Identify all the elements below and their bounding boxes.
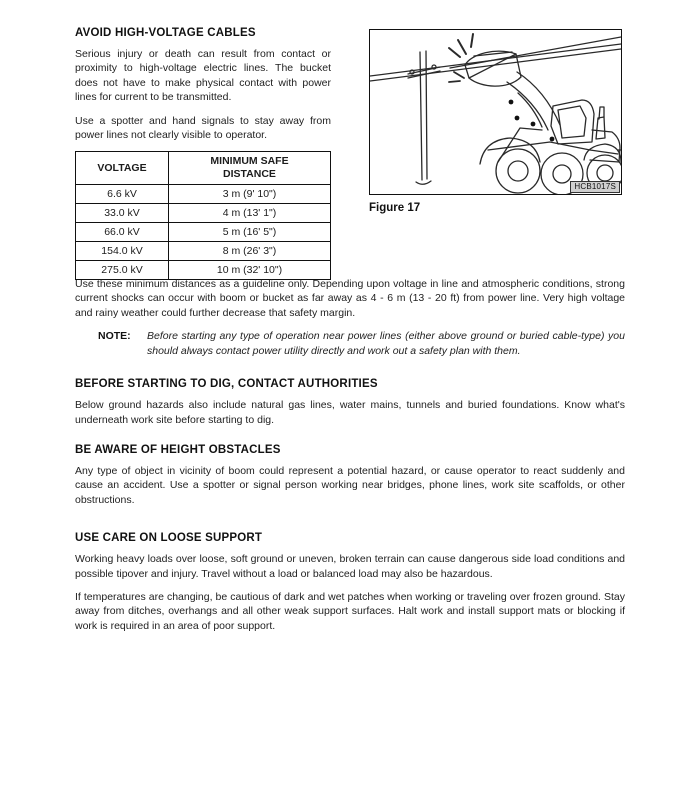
loader-powerline-illustration (370, 30, 621, 194)
note-label: NOTE: (98, 330, 131, 343)
cell-voltage: 6.6 kV (76, 185, 169, 204)
table-header-voltage: VOLTAGE (76, 152, 169, 185)
cell-distance: 4 m (13' 1") (169, 204, 331, 223)
cell-distance: 10 m (32' 10") (169, 261, 331, 280)
table-row (76, 242, 331, 261)
note-block (98, 329, 625, 359)
paragraph-high-voltage-1: Serious injury or death can result from contact or proximity to high-voltage electric lines. The bucket does not have to make physical contact with power lines for current to be transmitted. (75, 48, 331, 104)
section-heading-high-voltage: AVOID HIGH-VOLTAGE CABLES (75, 27, 256, 39)
cell-voltage: 275.0 kV (76, 261, 169, 280)
left-column (75, 27, 331, 280)
paragraph-guideline: Use these minimum distances as a guideline only. Depending upon voltage in line and atmospheric conditions, strong current shocks can occur with boom or bucket as far away as 4 - 6 m (13 - 20 ft) from power line. Very high voltage and rainy weather could further decrease that safety margin. (75, 278, 625, 319)
paragraph-loose-support-1: Working heavy loads over loose, soft ground or uneven, broken terrain can cause dangerous side load conditions and possible tipover and injury. Travel without a load or balanced load may also be hazardous. (75, 553, 625, 580)
figure-caption: Figure 17 (369, 202, 421, 214)
note-text: Before starting any type of operation near power lines (either above ground or buried cable-type) you should always contact power utility directly and work out a safety plan with them. (147, 330, 625, 358)
paragraph-height-obstacles: Any type of object in vicinity of boom could represent a potential hazard, or cause operator to react suddenly and cause an accident. Use a spotter or signal person working near bridges, phone lines, work site scaffolds, or other obstructions. (75, 465, 625, 506)
table-header-distance: MINIMUM SAFE DISTANCE (169, 152, 331, 185)
paragraph-high-voltage-2: Use a spotter and hand signals to stay away from power lines not clearly visible to operator. (75, 114, 331, 142)
figure-block (369, 29, 623, 214)
cell-distance: 5 m (16' 5") (169, 223, 331, 242)
cell-voltage: 33.0 kV (76, 204, 169, 223)
paragraph-contact-authorities: Below ground hazards also include natural gas lines, water mains, tunnels and buried foundations. Know what's underneath work site before starting to dig. (75, 399, 625, 426)
body-column (75, 277, 625, 642)
voltage-distance-table (75, 151, 331, 280)
cell-distance: 8 m (26' 3") (169, 242, 331, 261)
table-header-row (76, 152, 331, 185)
table-row (76, 185, 331, 204)
section-heading-height-obstacles: BE AWARE OF HEIGHT OBSTACLES (75, 444, 281, 457)
figure-image-frame (369, 29, 622, 195)
cell-voltage: 154.0 kV (76, 242, 169, 261)
paragraph-loose-support-2: If temperatures are changing, be cautious of dark and wet patches when working or traveling over frozen ground. Stay away from ditches, overhangs and all other weak support surfaces. Halt work and install support mats or blocking if work is required in an area of poor support. (75, 591, 625, 632)
cell-distance: 3 m (9' 10") (169, 185, 331, 204)
section-heading-loose-support: USE CARE ON LOOSE SUPPORT (75, 532, 263, 545)
section-heading-contact-authorities: BEFORE STARTING TO DIG, CONTACT AUTHORITIES (75, 378, 378, 391)
cell-voltage: 66.0 kV (76, 223, 169, 242)
table-row (76, 204, 331, 223)
table-row (76, 223, 331, 242)
figure-image-code: HCB1017S (570, 181, 620, 193)
